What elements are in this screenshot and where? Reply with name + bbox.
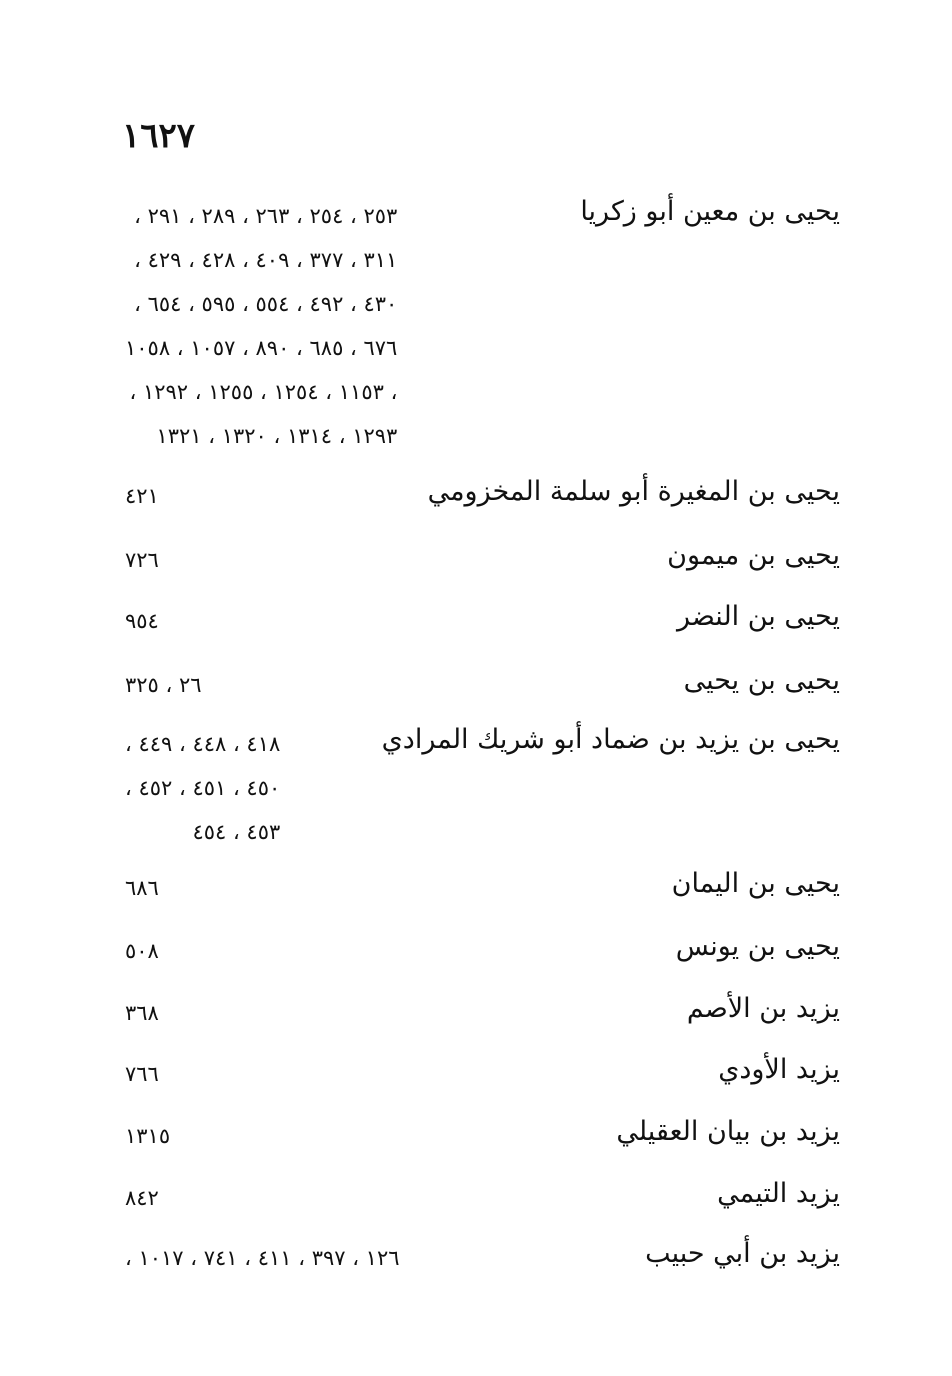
entry-name: يحيى بن معين أبو زكريا [580, 196, 840, 227]
page-ref-line: ٧٢٦ [125, 548, 159, 572]
page-ref-line: ٤٥٠ ، ٤٥١ ، ٤٥٢ ، [125, 776, 281, 800]
entry-pages [125, 866, 159, 910]
page-ref-line: ٤٢١ [125, 484, 159, 508]
page-ref-line: ١٢٩٣ ، ١٣١٤ ، ١٣٢٠ ، ١٣٢١ [156, 424, 398, 448]
entry-name: يزيد بن بيان العقيلي [616, 1116, 840, 1147]
page-ref-line: ٨٤٢ [125, 1186, 159, 1210]
page-ref-line: ٦٨٦ [125, 876, 159, 900]
entry-pages [125, 722, 280, 854]
page-ref-line: ، ١١٥٣ ، ١٢٥٤ ، ١٢٥٥ ، ١٢٩٢ ، [129, 380, 398, 404]
entry-pages [125, 1236, 400, 1280]
page-ref-line: ٤١٨ ، ٤٤٨ ، ٤٤٩ ، [125, 732, 281, 756]
entry-pages [125, 1052, 159, 1096]
entry-name: يحيى بن يزيد بن ضماد أبو شريك المرادي [381, 724, 840, 755]
entry-name: يزيد التيمي [717, 1178, 840, 1209]
page-number: ١٦٢٧ [122, 116, 196, 156]
entry-name: يزيد الأودي [718, 1054, 840, 1085]
page-ref-line: ٧٦٦ [125, 1062, 159, 1086]
entry-pages [125, 929, 159, 973]
page-ref-line: ٥٠٨ [125, 939, 159, 963]
page-ref-line: ٦٧٦ ، ٦٨٥ ، ٨٩٠ ، ١٠٥٧ ، ١٠٥٨ [125, 336, 398, 360]
entry-pages [125, 991, 159, 1035]
page-ref-line: ١٣١٥ [125, 1124, 171, 1148]
page-ref-line: ٩٥٤ [125, 609, 159, 633]
page-ref-line: ١٢٦ ، ٣٩٧ ، ٤١١ ، ٧٤١ ، ١٠١٧ ، [125, 1246, 400, 1270]
entry-pages [125, 1114, 170, 1158]
page-ref-line: ٢٦ ، ٣٢٥ [125, 673, 202, 697]
entry-name: يحيى بن اليمان [671, 868, 840, 899]
entry-name: يحيى بن المغيرة أبو سلمة المخزومي [427, 476, 840, 507]
entry-name: يحيى بن يونس [675, 931, 840, 962]
page-ref-line: ٣١١ ، ٣٧٧ ، ٤٠٩ ، ٤٢٨ ، ٤٢٩ ، [134, 248, 398, 272]
entry-pages [125, 474, 159, 518]
page-ref-line: ٢٥٣ ، ٢٥٤ ، ٢٦٣ ، ٢٨٩ ، ٢٩١ ، [134, 204, 398, 228]
page-ref-line: ٣٦٨ [125, 1001, 159, 1025]
entry-pages [125, 194, 397, 458]
entry-name: يحيى بن ميمون [667, 540, 840, 571]
entry-pages [125, 599, 159, 643]
entry-pages [125, 663, 202, 707]
entry-name: يحيى بن يحيى [683, 665, 840, 696]
entry-pages [125, 1176, 159, 1220]
page-ref-line: ٤٣٠ ، ٤٩٢ ، ٥٥٤ ، ٥٩٥ ، ٦٥٤ ، [134, 292, 398, 316]
entry-name: يزيد بن أبي حبيب [645, 1238, 840, 1269]
entry-pages [125, 538, 159, 582]
entry-name: يحيى بن النضر [676, 601, 840, 632]
entry-name: يزيد بن الأصم [686, 993, 840, 1024]
page-ref-line: ٤٥٣ ، ٤٥٤ [192, 820, 281, 844]
